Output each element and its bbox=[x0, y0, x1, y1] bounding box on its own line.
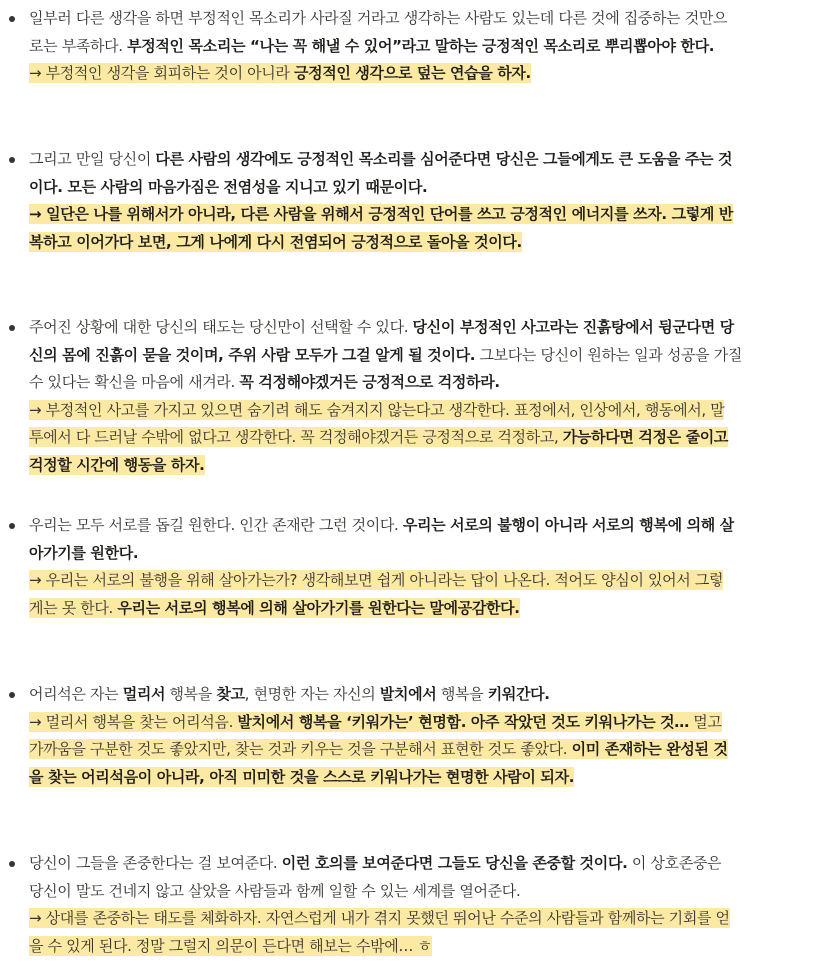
text-segment: 행복을 bbox=[165, 685, 217, 703]
highlighted-text: 복하고 이어가다 보면, 그게 나에게 다시 전염되어 긍정적으로 돌아올 것이다. bbox=[29, 232, 522, 251]
bold-text: 우리는 서로의 불행이 아니라 서로의 행복에 의해 살 bbox=[402, 516, 734, 534]
highlighted-text: 걱정할 시간에 행동을 하자. bbox=[29, 455, 205, 474]
highlighted-text: → 멀리서 행복을 찾는 어리석음. bbox=[29, 712, 238, 731]
highlighted-text: 게는 못 한다. bbox=[29, 598, 118, 617]
highlighted-text: 우리는 서로의 행복에 의해 살아가기를 원한다는 말에공감한다. bbox=[117, 598, 520, 617]
bullet-item bbox=[29, 850, 817, 960]
highlighted-text: 가까움을 구분한 것도 좋았지만, 찾는 것과 키우는 것을 구분해서 표현한 것도 좋았다. bbox=[29, 740, 572, 758]
bullet-item bbox=[29, 681, 817, 791]
bold-text: 당신이 부정적인 사고라는 진흙탕에서 뒹군다면 당 bbox=[412, 318, 734, 336]
highlighted-text: 가능하다면 걱정은 줄이고 bbox=[562, 428, 729, 446]
bullet-dot bbox=[9, 157, 15, 163]
text-line bbox=[29, 878, 817, 906]
text-segment: 어리석은 자는 bbox=[29, 685, 123, 703]
highlighted-text: → 일단은 나를 위해서가 아니라, 다른 사람을 위해서 긍정적인 단어를 쓰고 긍정적인 에너지를 쓰자. 그렇게 반 bbox=[29, 205, 734, 223]
text-line bbox=[29, 146, 817, 174]
bold-text: 이런 호의를 보여준다면 그들도 당신을 존중할 것이다. bbox=[281, 854, 628, 872]
text-segment: 우리는 모두 서로를 돕길 원한다. 인간 존재란 그런 것이다. bbox=[29, 516, 403, 534]
text-segment: 그보다는 당신이 원하는 일과 성공을 가질 bbox=[475, 345, 742, 364]
bullet-dot bbox=[9, 523, 15, 529]
highlighted-text: 투에서 다 드러날 수밖에 없다고 생각한다. 꼭 걱정해야겠거든 긍정적으로 걱정하고, bbox=[29, 428, 563, 446]
bold-text: 신의 몸에 진흙이 묻을 것이며, 주위 사람 모두가 그걸 알게 될 것이다. bbox=[29, 345, 476, 364]
text-line bbox=[29, 174, 817, 202]
highlighted-text: 발치에서 행복을 ‘키워가는’ 현명함. 아주 작았던 것도 키워나가는 것… bbox=[237, 712, 689, 731]
text-line bbox=[29, 681, 817, 709]
text-line bbox=[29, 452, 817, 480]
text-segment: 수 있다는 확신을 마음에 새겨라. bbox=[29, 373, 240, 391]
text-line bbox=[29, 595, 817, 623]
text-segment: 당신이 그들을 존중한다는 걸 보여준다. bbox=[29, 854, 282, 872]
text-line bbox=[29, 512, 817, 540]
bold-text: 부정적인 목소리는 “나는 꼭 해낼 수 있어”라고 말하는 긍정적인 목소리로 뿌리뽑아야 한다. bbox=[127, 36, 715, 55]
highlighted-text: → 부정적인 사고를 가지고 있으면 숨기려 해도 숨겨지지 않는다고 생각한다. 표정에서, 인상에서, 행동에서, 말 bbox=[29, 400, 725, 419]
text-line bbox=[29, 5, 817, 33]
highlighted-text: 을 찾는 어리석음이 아니라, 아직 미미한 것을 스스로 키워나가는 현명한 사람이 되자. bbox=[29, 767, 575, 786]
text-line bbox=[29, 933, 817, 961]
text-segment: , 현명한 자는 자신의 bbox=[244, 685, 380, 703]
text-segment: 그리고 만일 당신이 bbox=[29, 150, 156, 168]
highlighted-text: 멀고 bbox=[688, 712, 722, 731]
bold-text: 키워간다. bbox=[487, 685, 550, 703]
highlighted-text: → 우리는 서로의 불행을 위해 살아가는가? 생각해보면 쉽게 아니라는 답이 나온다. 적어도 양심이 있어서 그렇 bbox=[29, 571, 724, 589]
highlighted-text: 을 수 있게 된다. 정말 그럴지 의문이 든다면 해보는 수밖에… ㅎ bbox=[29, 936, 432, 955]
text-line bbox=[29, 424, 817, 452]
text-line bbox=[29, 229, 817, 257]
text-line bbox=[29, 201, 817, 229]
text-line bbox=[29, 33, 817, 61]
text-segment: 이 상호존중은 bbox=[627, 854, 722, 872]
text-line bbox=[29, 342, 817, 370]
bold-text: 찾고 bbox=[216, 685, 245, 703]
text-segment: 당신이 말도 건네지 않고 살았을 사람들과 함께 일할 수 있는 세계를 열어준다. bbox=[29, 881, 521, 900]
highlighted-text: → 상대를 존중하는 태도를 체화하자. 자연스럽게 내가 겪지 못했던 뛰어난 수준의 사람들과 함께하는 기회를 얻 bbox=[29, 909, 730, 927]
bullet-item bbox=[29, 314, 817, 479]
text-line bbox=[29, 369, 817, 397]
highlighted-text: → 부정적인 생각을 회피하는 것이 아니라 bbox=[29, 64, 294, 82]
text-segment: 주어진 상황에 대한 당신의 태도는 당신만이 선택할 수 있다. bbox=[29, 318, 413, 336]
bullet-dot bbox=[9, 861, 15, 867]
text-line bbox=[29, 397, 817, 425]
bold-text: 이다. 모든 사람의 마음가짐은 전염성을 지니고 있기 때문이다. bbox=[29, 177, 428, 196]
text-segment: 로는 부족하다. bbox=[29, 36, 128, 55]
highlighted-text: 긍정적인 생각으로 덮는 연습을 하자. bbox=[293, 64, 531, 82]
bullet-dot bbox=[9, 325, 15, 331]
text-line bbox=[29, 60, 817, 88]
bold-text: 다른 사람의 생각에도 긍정적인 목소리를 심어준다면 당신은 그들에게도 큰 도움을 주는 것 bbox=[155, 150, 733, 168]
bold-text: 발치에서 bbox=[379, 685, 437, 703]
bold-text: 꼭 걱정해야겠거든 긍정적으로 걱정하라. bbox=[239, 373, 500, 391]
text-line bbox=[29, 314, 817, 342]
text-line bbox=[29, 905, 817, 933]
text-segment: 일부러 다른 생각을 하면 부정적인 목소리가 사라질 거라고 생각하는 사람도 있는데 다른 것에 집중하는 것만으 bbox=[29, 9, 728, 27]
text-line bbox=[29, 567, 817, 595]
bold-text: 멀리서 bbox=[122, 685, 166, 703]
text-line bbox=[29, 764, 817, 792]
bullet-item bbox=[29, 5, 817, 88]
text-line bbox=[29, 540, 817, 568]
text-line bbox=[29, 709, 817, 737]
bullet-dot bbox=[9, 692, 15, 698]
bullet-item bbox=[29, 146, 817, 256]
text-line bbox=[29, 850, 817, 878]
bullet-dot bbox=[9, 16, 15, 22]
bullet-item bbox=[29, 512, 817, 622]
highlighted-text: 이미 존재하는 완성된 것 bbox=[571, 740, 728, 758]
text-line bbox=[29, 736, 817, 764]
bold-text: 아가기를 원한다. bbox=[29, 543, 139, 562]
text-segment: 행복을 bbox=[436, 685, 488, 703]
